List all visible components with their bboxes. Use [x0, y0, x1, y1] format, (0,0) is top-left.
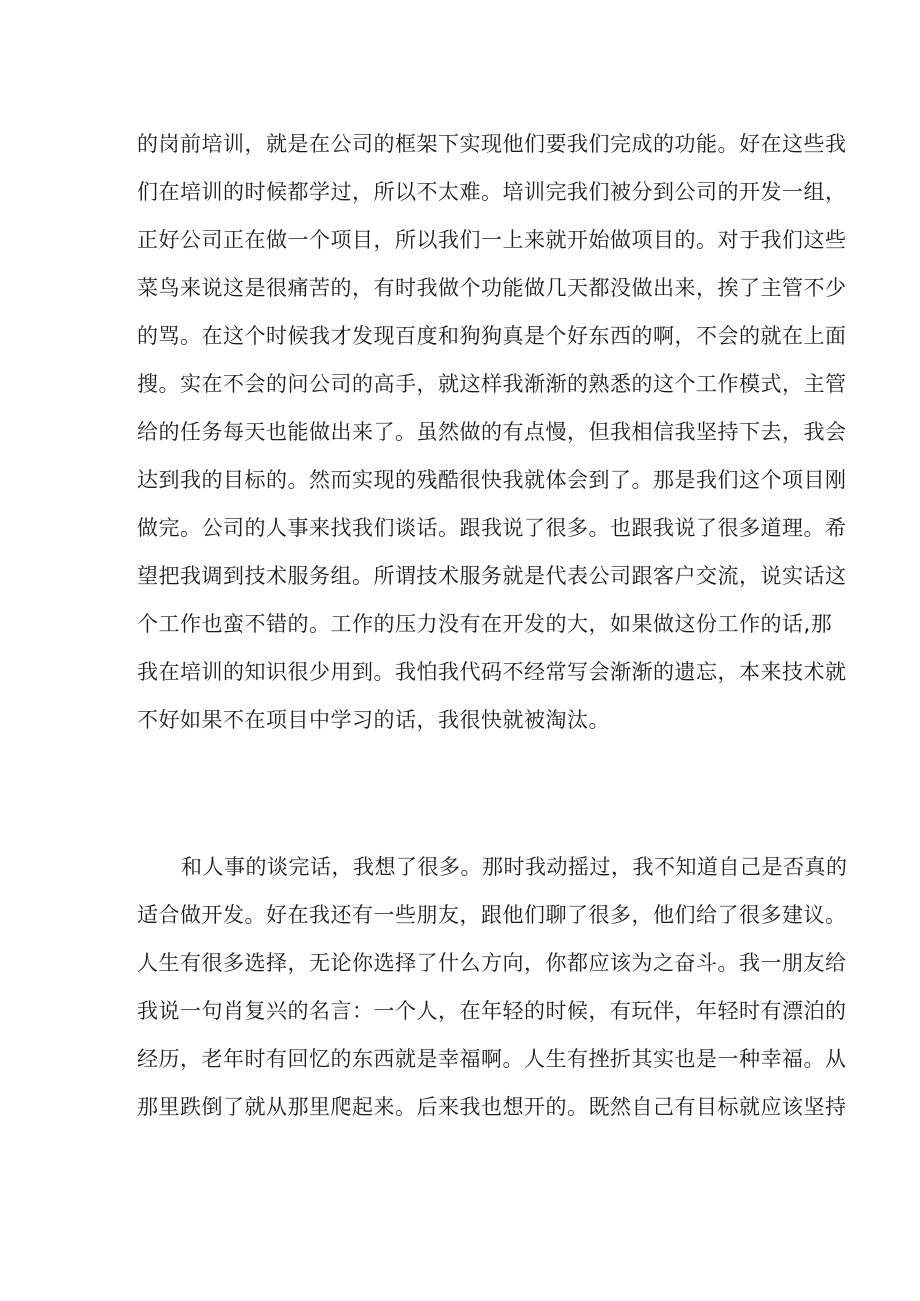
paragraph-1 — [137, 120, 847, 744]
text-line: 我说一句肖复兴的名言：一个人，在年轻的时候，有玩伴，年轻时有漂泊的 — [137, 999, 847, 1023]
text-line: 和人事的谈完话，我想了很多。那时我动摇过，我不知道自己是否真的 — [181, 855, 848, 879]
text-line: 的骂。在这个时候我才发现百度和狗狗真是个好东西的啊，不会的就在上面 — [137, 324, 847, 348]
text-line: 人生有很多选择，无论你选择了什么方向，你都应该为之奋斗。我一朋友给 — [137, 951, 847, 975]
text-line: 适合做开发。好在我还有一些朋友，跟他们聊了很多，他们给了很多建议。 — [137, 903, 847, 927]
text-line: 正好公司正在做一个项目，所以我们一上来就开始做项目的。对于我们这些 — [137, 228, 847, 252]
text-line: 我在培训的知识很少用到。我怕我代码不经常写会渐渐的遗忘，本来技术就 — [137, 660, 847, 684]
text-line: 搜。实在不会的问公司的高手，就这样我渐渐的熟悉的这个工作模式，主管 — [137, 372, 847, 396]
text-line: 做完。公司的人事来找我们谈话。跟我说了很多。也跟我说了很多道理。希 — [137, 516, 847, 540]
text-line: 的岗前培训，就是在公司的框架下实现他们要我们完成的功能。好在这些我 — [137, 132, 847, 156]
text-line: 个工作也蛮不错的。工作的压力没有在开发的大，如果做这份工作的话,那 — [137, 612, 833, 636]
text-line: 望把我调到技术服务组。所谓技术服务就是代表公司跟客户交流，说实话这 — [137, 564, 847, 588]
text-line: 不好如果不在项目中学习的话，我很快就被淘汰。 — [137, 708, 610, 732]
text-line: 那里跌倒了就从那里爬起来。后来我也想开的。既然自己有目标就应该坚持 — [137, 1095, 847, 1119]
text-line: 们在培训的时候都学过，所以不太难。培训完我们被分到公司的开发一组， — [137, 180, 847, 204]
paragraph-2 — [137, 843, 848, 1131]
text-line: 给的任务每天也能做出来了。虽然做的有点慢，但我相信我坚持下去，我会 — [137, 420, 847, 444]
text-line: 达到我的目标的。然而实现的残酷很快我就体会到了。那是我们这个项目刚 — [137, 468, 847, 492]
text-line: 菜鸟来说这是很痛苦的，有时我做个功能做几天都没做出来，挨了主管不少 — [137, 276, 847, 300]
text-line: 经历，老年时有回忆的东西就是幸福啊。人生有挫折其实也是一种幸福。从 — [137, 1047, 847, 1071]
